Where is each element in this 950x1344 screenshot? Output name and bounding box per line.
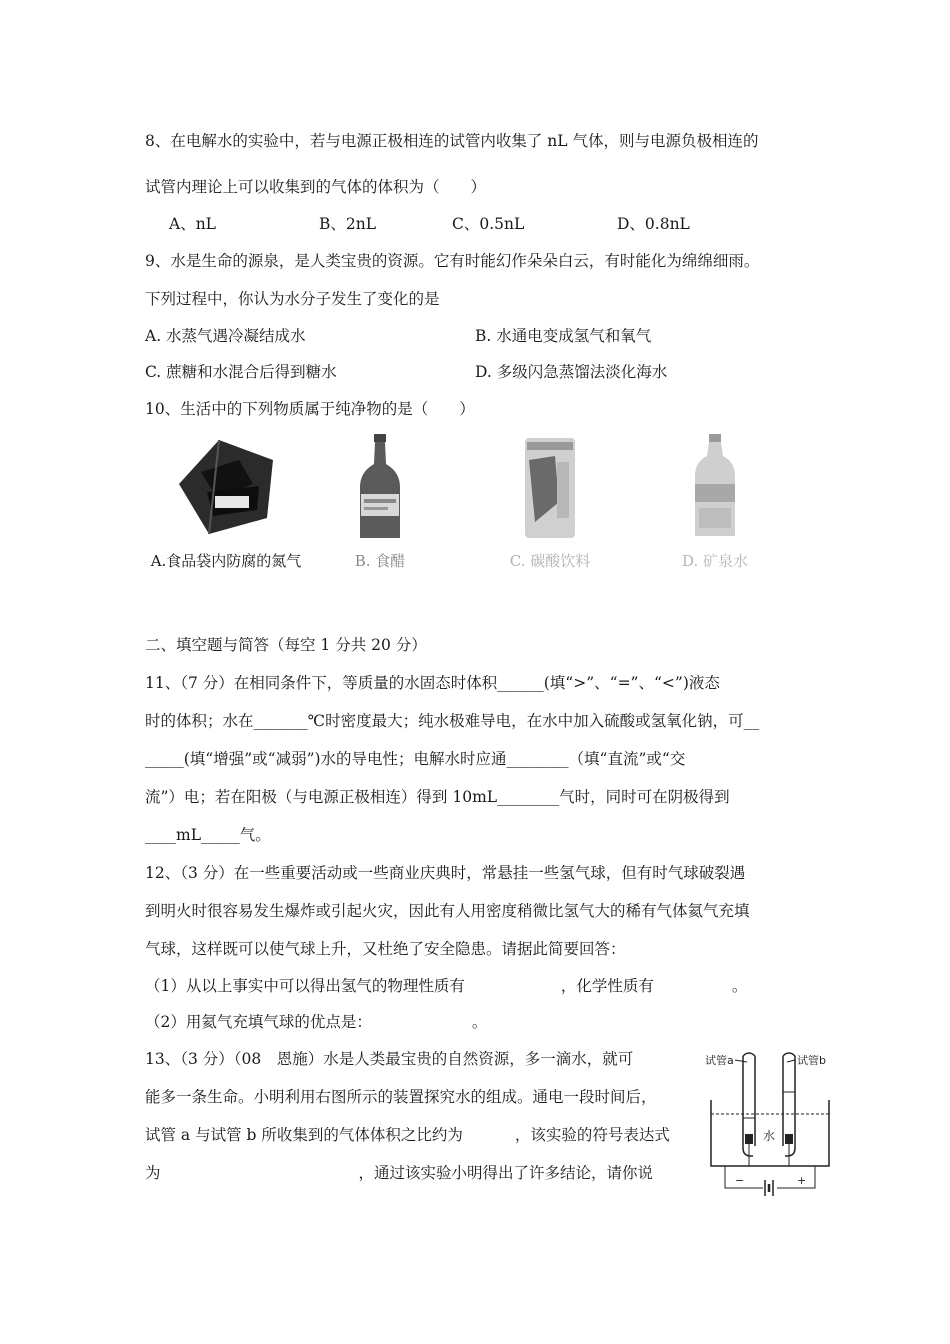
q9-option-b[interactable]: B. 水通电变成氢气和氧气 <box>475 327 652 345</box>
q11-line5: ____mL_____气。 <box>145 826 271 844</box>
q12-sub1-a: （1）从以上事实中可以得出氢气的物理性质有 <box>145 977 465 995</box>
q8-option-b[interactable]: B、2nL <box>319 215 377 233</box>
q13-line1: 13、（3 分）（08 恩施）水是人类最宝贵的自然资源，多一滴水，就可 <box>145 1050 634 1068</box>
q12-line2: 到明火时很容易发生爆炸或引起火灾，因此有人用密度稍微比氢气大的稀有气体氦气充填 <box>145 902 750 920</box>
q12-sub2 <box>145 1004 810 1040</box>
exam-page <box>145 122 826 1192</box>
q8-line2: 试管内理论上可以收集到的气体的体积为（ ） <box>145 178 487 196</box>
q13-line3-a: 试管 a 与试管 b 所收集到的气体体积之比约为 <box>145 1126 463 1144</box>
q13-line4 <box>145 1154 690 1192</box>
q10-option-d[interactable] <box>630 432 800 571</box>
q13-block <box>145 1040 826 1192</box>
q9-option-a[interactable]: A. 水蒸气遇冷凝结成水 <box>145 327 306 345</box>
mineral-water-bottle-image <box>685 432 745 542</box>
q11-line1: 11、（7 分）在相同条件下，等质量的水固态时体积______(填“>”、“=”、“<”)液态 <box>145 674 720 692</box>
q13-line3 <box>145 1116 690 1154</box>
q8-option-a[interactable]: A、nL <box>169 215 216 233</box>
label-plus: + <box>797 1174 807 1187</box>
q12-sub2-b: 。 <box>471 1013 488 1031</box>
electrolysis-apparatus-diagram <box>705 1048 835 1198</box>
q10-option-a[interactable] <box>141 432 311 571</box>
q10-option-b[interactable] <box>295 432 465 571</box>
q12-sub1 <box>145 968 810 1004</box>
q12-line3: 气球，这样既可以使气球上升，又杜绝了安全隐患。请据此简要回答： <box>145 940 626 958</box>
q10-caption-c: C. 碳酸饮料 <box>509 552 591 570</box>
q9-line1: 9、水是生命的源泉，是人类宝贵的资源。它有时能幻作朵朵白云，有时能化为绵绵细雨。 <box>145 252 760 270</box>
q11-line2: 时的体积；水在_______℃时密度最大；纯水极难导电，在水中加入硫酸或氢氧化钠，可__ <box>145 712 760 730</box>
q13-line2: 能多一条生命。小明利用右图所示的装置探究水的组成。通电一段时间后， <box>145 1088 657 1106</box>
q12-line1: 12、（3 分）在一些重要活动或一些商业庆典时，常悬挂一些氢气球，但有时气球破裂遇 <box>145 864 746 882</box>
q12-sub1-c: 。 <box>731 977 748 995</box>
vinegar-bottle-image <box>350 432 410 542</box>
label-tube-a: 试管a <box>705 1054 734 1067</box>
q11-line4: 流”）电；若在阳极（与电源正极相连）得到 10mL________气时，同时可在阴极得到 <box>145 788 730 806</box>
soda-can-image <box>515 432 585 542</box>
q12-sub2-a: （2）用氦气充填气球的优点是： <box>145 1013 372 1031</box>
q10-option-c[interactable] <box>465 432 635 571</box>
label-water: 水 <box>763 1129 776 1143</box>
q9-line2: 下列过程中，你认为水分子发生了变化的是 <box>145 290 440 308</box>
q12-sub1-b: ，化学性质有 <box>560 977 654 995</box>
q10-line1: 10、生活中的下列物质属于纯净物的是（ ） <box>145 400 475 418</box>
q9-options-row1 <box>145 318 810 354</box>
q9-option-d[interactable]: D. 多级闪急蒸馏法淡化海水 <box>475 363 668 381</box>
label-minus: − <box>735 1174 745 1187</box>
q10-caption-d: D. 矿泉水 <box>681 552 749 570</box>
q8-option-c[interactable]: C、0.5nL <box>452 215 525 233</box>
nitrogen-packet-image <box>161 432 291 542</box>
q9-options-row2 <box>145 354 810 390</box>
q8-options <box>145 206 810 242</box>
q8-option-d[interactable]: D、0.8nL <box>617 215 690 233</box>
q10-caption-a: A.食品袋内防腐的氮气 <box>150 552 302 570</box>
label-tube-b: 试管b <box>797 1054 826 1067</box>
q8-line1: 8、在电解水的实验中，若与电源正极相连的试管内收集了 nL 气体，则与电源负极相连的 <box>145 132 759 150</box>
q11-line3: _____(填“增强”或“减弱”)水的导电性；电解水时应通________（填“直流”或“交 <box>145 750 686 768</box>
q9-option-c[interactable]: C. 蔗糖和水混合后得到糖水 <box>145 363 337 381</box>
q13-line3-b: ，该实验的符号表达式 <box>514 1126 670 1144</box>
q13-line4-a: 为 <box>145 1164 161 1182</box>
q10-caption-b: B. 食醋 <box>354 552 406 570</box>
section2-title: 二、填空题与简答（每空 1 分共 20 分） <box>145 636 427 654</box>
q13-line4-b: ，通过该实验小明得出了许多结论，请你说 <box>358 1164 654 1182</box>
q10-picture-row <box>145 432 810 622</box>
